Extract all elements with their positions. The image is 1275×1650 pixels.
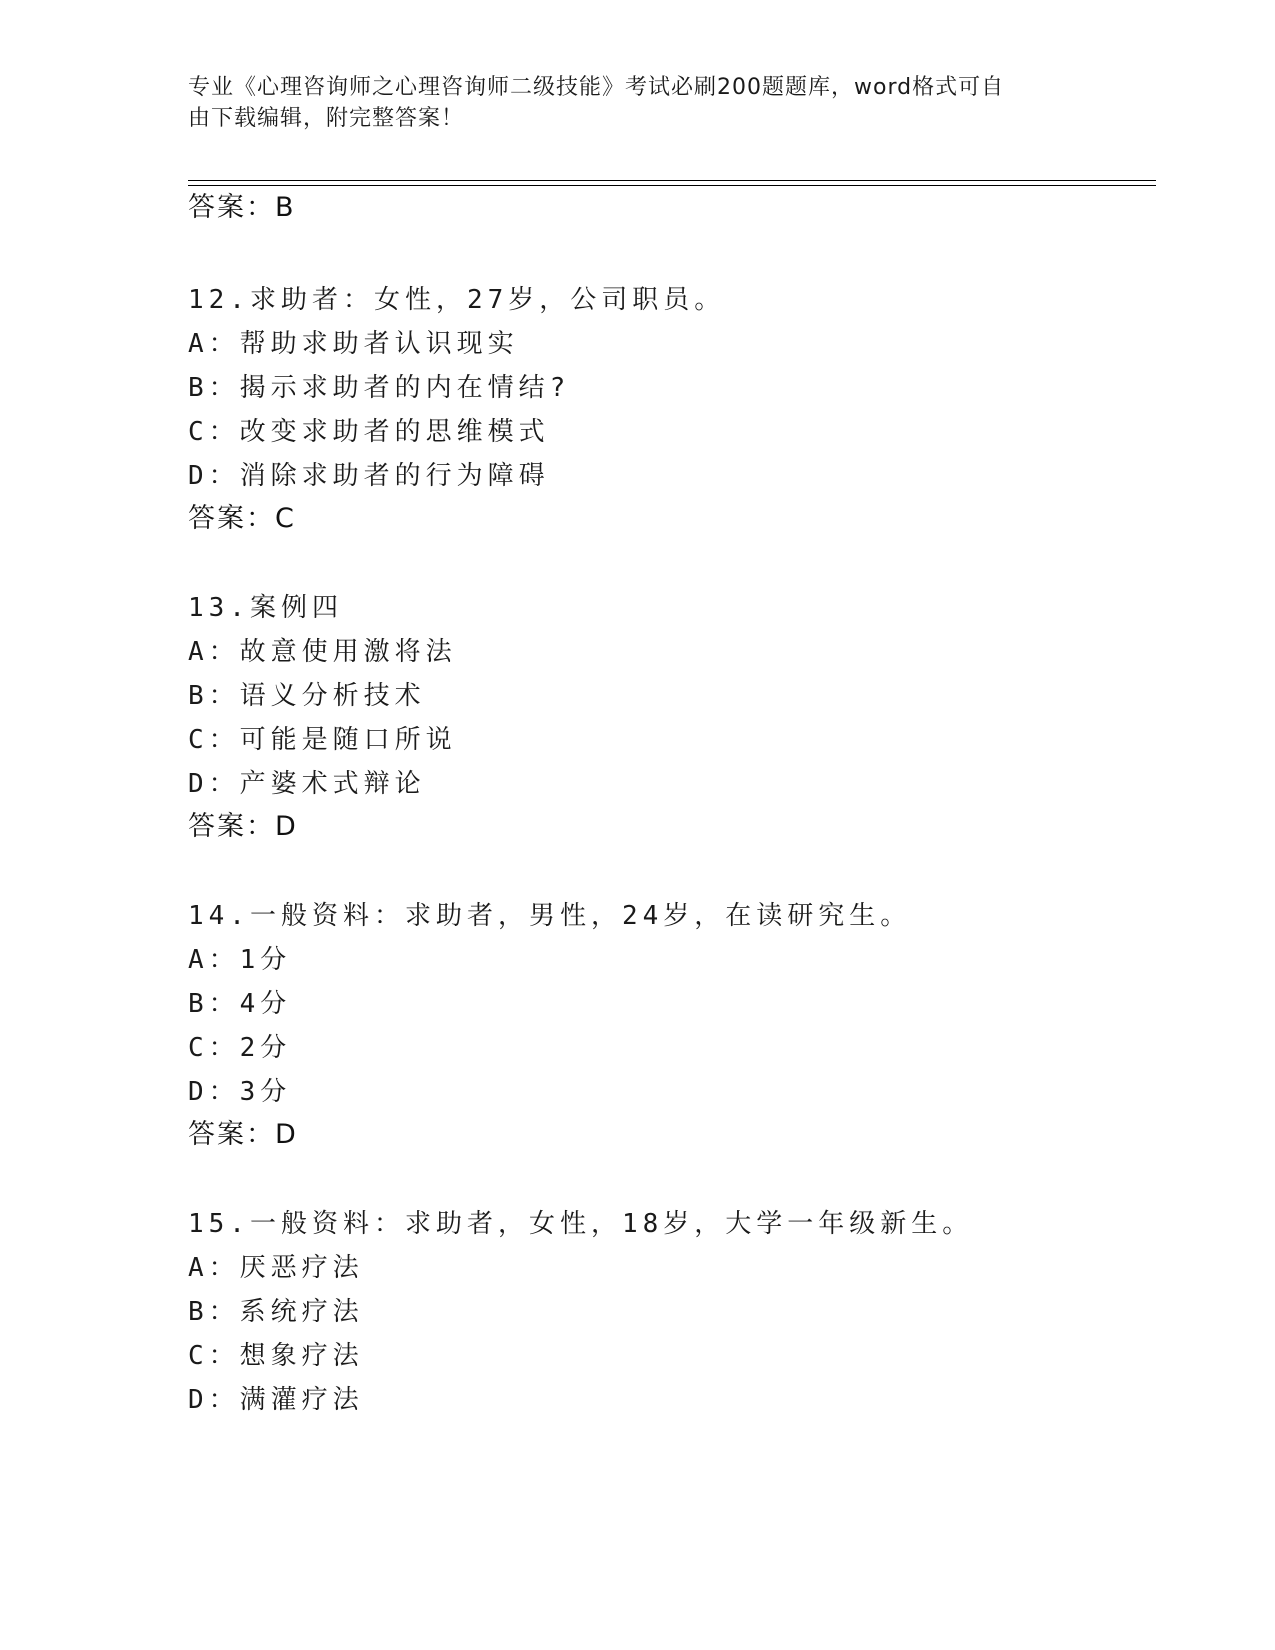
answer-label: 答案：C	[188, 503, 296, 534]
header-divider-bottom	[188, 185, 1156, 186]
question-stem: 14.一般资料：求助者，男性，24岁，在读研究生。	[188, 901, 912, 931]
question-stem: 15.一般资料：求助者，女性，18岁，大学一年级新生。	[188, 1209, 974, 1239]
question-option: D：消除求助者的行为障碍	[188, 461, 550, 491]
question-option: C：改变求助者的思维模式	[188, 417, 550, 447]
question-option: A：故意使用激将法	[188, 637, 457, 667]
question-stem: 13.案例四	[188, 593, 343, 623]
header-line-2: 由下载编辑，附完整答案！	[188, 106, 465, 131]
question-option: B：语义分析技术	[188, 681, 426, 711]
answer-label: 答案：D	[188, 1119, 298, 1150]
document-header	[188, 72, 1088, 134]
question-option: D：产婆术式辩论	[188, 769, 426, 799]
question-option: B：4分	[188, 989, 292, 1019]
question-option: C：2分	[188, 1033, 292, 1063]
question-option: D：3分	[188, 1077, 292, 1107]
question-option: D：满灌疗法	[188, 1385, 364, 1415]
question-option: A：1分	[188, 945, 292, 975]
question-option: C：可能是随口所说	[188, 725, 457, 755]
question-stem: 12.求助者：女性，27岁，公司职员。	[188, 285, 726, 315]
header-line-1: 专业《心理咨询师之心理咨询师二级技能》考试必刷200题题库，word格式可自	[188, 75, 1005, 100]
question-option: C：想象疗法	[188, 1341, 364, 1371]
answer-label: 答案：D	[188, 811, 298, 842]
question-option: B：揭示求助者的内在情结?	[188, 373, 571, 403]
answer-label: 答案：B	[188, 192, 296, 223]
question-option: A：帮助求助者认识现实	[188, 329, 519, 359]
question-option: A：厌恶疗法	[188, 1253, 364, 1283]
question-option: B：系统疗法	[188, 1297, 364, 1327]
header-divider-top	[188, 180, 1156, 181]
